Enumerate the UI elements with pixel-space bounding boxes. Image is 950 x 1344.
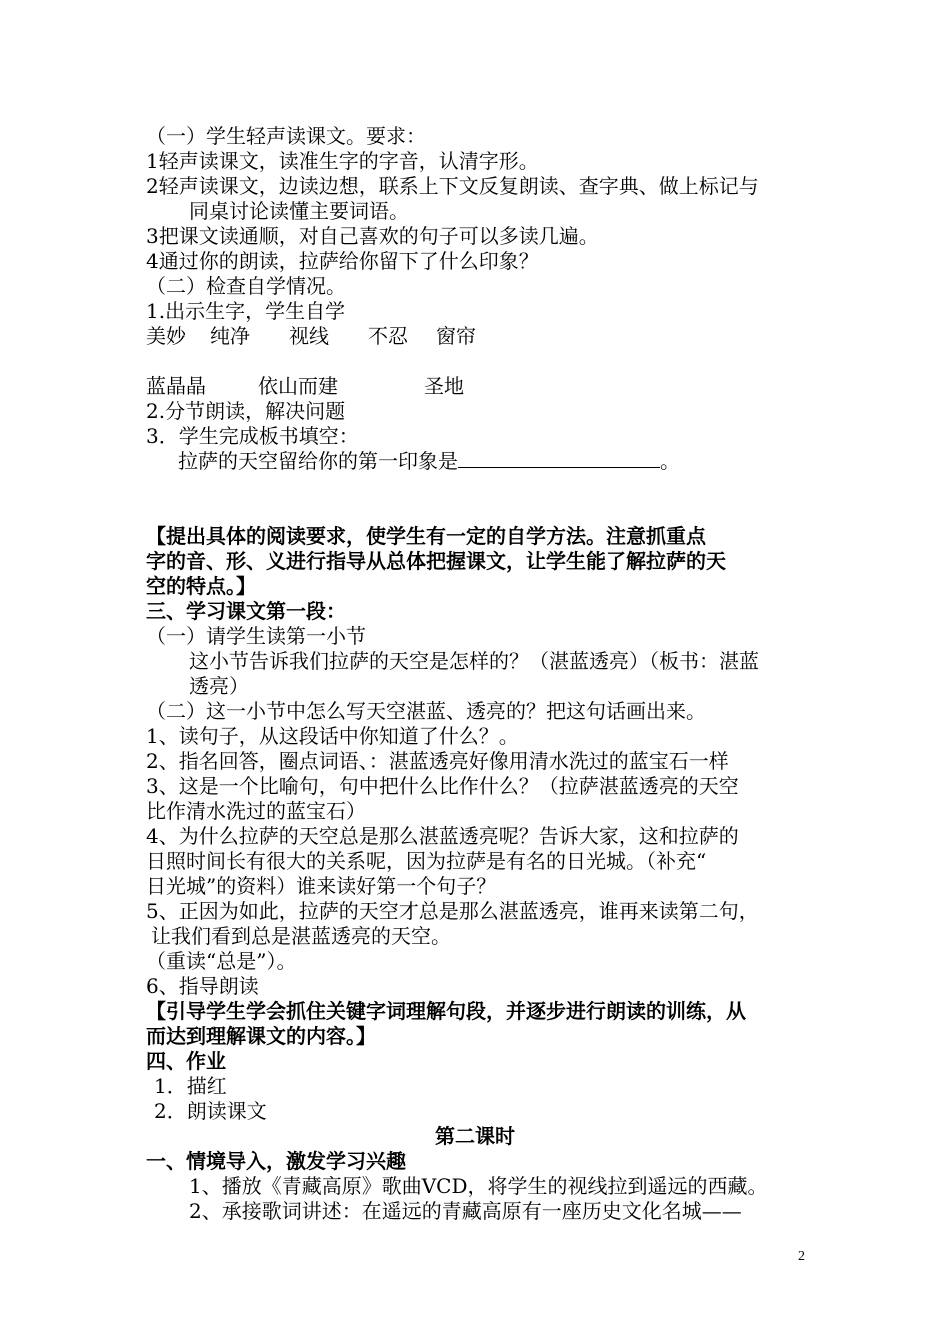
item-4-line1: 4、为什么拉萨的天空总是那么湛蓝透亮呢？告诉大家，这和拉萨的	[146, 824, 739, 848]
vocab-word: 视线	[289, 324, 329, 348]
item-5-line3: （重读“总是”）。	[146, 949, 297, 973]
homework-2: 2．朗读课文	[154, 1099, 267, 1123]
self-study-heading: （一）学生轻声读课文。要求：	[146, 124, 426, 148]
vocab-word: 窗帘	[436, 324, 476, 348]
lesson-two-step-2: 2、承接歌词讲述：在遥远的青藏高原有一座历史文化名城——	[189, 1199, 742, 1223]
item-3-line1: 3、这是一个比喻句，句中把什么比作什么？（拉萨湛蓝透亮的天空	[146, 774, 739, 798]
lesson-two-step-1: 1、播放《青藏高原》歌曲VCD，将学生的视线拉到遥远的西藏。	[189, 1174, 768, 1198]
homework-1: 1．描红	[154, 1074, 227, 1098]
teaching-note-1-line1: 【提出具体的阅读要求，使学生有一定的自学方法。注意抓重点	[146, 524, 706, 548]
vocab-word: 圣地	[424, 374, 464, 398]
vocab-word: 纯净	[210, 324, 250, 348]
section-three-sub2: （二）这一小节中怎么写天空湛蓝、透亮的？把这句话画出来。	[146, 699, 706, 723]
vocab-word: 蓝晶晶	[146, 374, 206, 398]
requirement-2-line2: 同桌讨论读懂主要词语。	[189, 199, 409, 223]
section-three-sub1: （一）请学生读第一小节	[146, 624, 366, 648]
item-5-line2: 让我们看到总是湛蓝透亮的天空。	[151, 924, 451, 948]
check-heading: （二）检查自学情况。	[146, 274, 346, 298]
section-three-heading: 三、学习课文第一段：	[146, 599, 346, 623]
teaching-note-1-line3: 空的特点。】	[146, 574, 256, 598]
vocab-word: 依山而建	[258, 374, 338, 398]
check-step-3: 3．学生完成板书填空：	[146, 424, 359, 448]
page-number: 2	[798, 1249, 805, 1264]
vocab-word: 不忍	[368, 324, 408, 348]
vocab-word: 美妙	[146, 324, 186, 348]
item-5-line1: 5、正因为如此，拉萨的天空才总是那么湛蓝透亮，谁再来读第二句，	[146, 899, 759, 923]
requirement-1: 1轻声读课文，读准生字的字音，认清字形。	[146, 149, 539, 173]
fill-in-blank	[178, 449, 680, 473]
item-3-line2: 比作清水洗过的蓝宝石）	[146, 799, 366, 823]
teaching-note-2-line1: 【引导学生学会抓住关键字词理解句段，并逐步进行朗读的训练，从	[146, 999, 746, 1023]
item-2: 2、指名回答，圈点词语、：湛蓝透亮好像用清水洗过的蓝宝石一样	[146, 749, 729, 773]
requirement-4: 4通过你的朗读，拉萨给你留下了什么印象？	[146, 249, 539, 273]
check-step-2: 2.分节朗读，解决问题	[146, 399, 346, 423]
answer-blank	[458, 449, 660, 468]
item-4-line2: 日照时间长有很大的关系呢，因为拉萨是有名的日光城。（补充“	[146, 849, 707, 873]
question-1-line2: 透亮）	[189, 674, 249, 698]
check-step-1: 1.出示生字，学生自学	[146, 299, 346, 323]
item-1: 1、读句子，从这段话中你知道了什么？。	[146, 724, 519, 748]
requirement-2-line1: 2轻声读课文，边读边想，联系上下文反复朗读、查字典、做上标记与	[146, 174, 759, 198]
fill-prefix: 拉萨的天空留给你的第一印象是	[178, 449, 458, 473]
requirement-3: 3把课文读通顺，对自己喜欢的句子可以多读几遍。	[146, 224, 599, 248]
fill-suffix: 。	[660, 449, 680, 473]
teaching-note-2-line2: 而达到理解课文的内容。】	[146, 1024, 376, 1048]
lesson-two-title: 第二课时	[435, 1124, 515, 1148]
section-four-heading: 四、作业	[146, 1049, 226, 1073]
teaching-note-1-line2: 字的音、形、义进行指导从总体把握课文，让学生能了解拉萨的天	[146, 549, 726, 573]
question-1-line1: 这小节告诉我们拉萨的天空是怎样的？（湛蓝透亮）（板书：湛蓝	[189, 649, 759, 673]
item-4-line3: 日光城”的资料）谁来读好第一个句子？	[146, 874, 497, 898]
item-6: 6、指导朗读	[146, 974, 259, 998]
lesson-two-heading: 一、情境导入，激发学习兴趣	[146, 1149, 406, 1173]
